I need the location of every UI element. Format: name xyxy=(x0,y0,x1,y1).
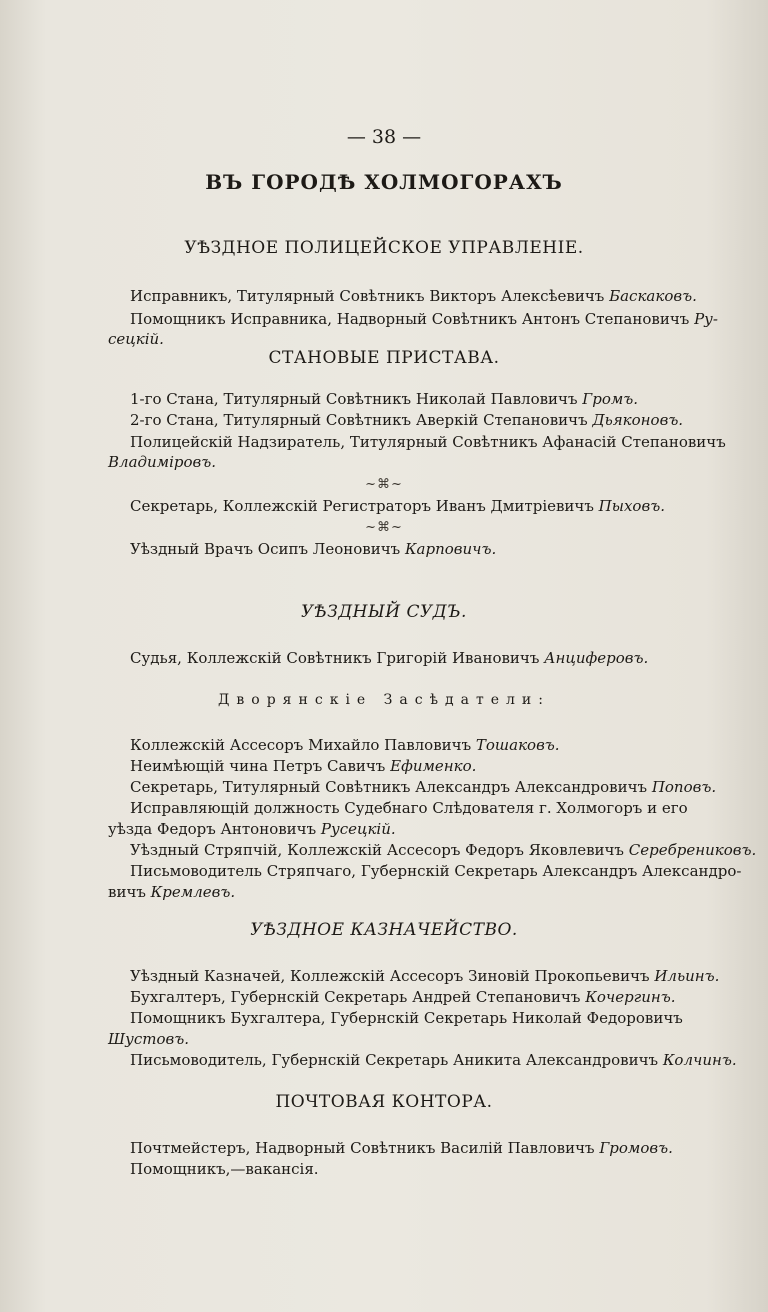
entry-stan-2: 2-го Стана, Титулярный Совѣтникъ Аверкiй Степановичъ Дьяконовъ. xyxy=(130,411,684,429)
entry-pomoshchnik-vakansiya: Помощникъ,—вакансiя. xyxy=(130,1160,319,1178)
entry-ispravnik: Исправникъ, Титулярный Совѣтникъ Викторъ Алексѣевичъ Баскаковъ. xyxy=(130,287,697,305)
section-heading-court: УѢЗДНЫЙ СУДЪ. xyxy=(301,602,467,622)
entry-sekretar: Секретарь, Коллежскiй Регистраторъ Иванъ Дмитрiевичъ Пыховъ. xyxy=(130,497,665,515)
entry-continuation: Владимiровъ. xyxy=(108,453,217,471)
entry-continuation: сецкiй. xyxy=(108,330,164,348)
entry-pomoshchnik-ispravnika: Помощникъ Исправника, Надворный Совѣтникъ Антонъ Степановичъ Ру- xyxy=(130,310,718,328)
entry-pochtmeyster: Почтмейстеръ, Надворный Совѣтникъ Василiй Павловичъ Громовъ. xyxy=(130,1139,673,1157)
entry-continuation: уѣзда Федоръ Антоновичъ Русецкiй. xyxy=(108,820,396,838)
ornament-divider: ~⌘~ xyxy=(365,520,403,535)
entry-stan-1: 1-го Стана, Титулярный Совѣтникъ Николай Павловичъ Громъ. xyxy=(130,390,639,408)
entry-nadziratel: Полицейскiй Надзиратель, Титулярный Совѣтникъ Афанасiй Степановичъ xyxy=(130,433,726,451)
page-title: ВЪ ГОРОДѢ ХОЛМОГОРАХЪ xyxy=(205,170,563,194)
entry-continuation: Шустовъ. xyxy=(108,1030,189,1048)
section-heading-post: ПОЧТОВАЯ КОНТОРА. xyxy=(275,1092,493,1112)
entry-assessor-2: Неимѣющiй чина Петръ Савичъ Ефименко. xyxy=(130,757,477,775)
section-heading-stanovye: СТАНОВЫЕ ПРИСТАВА. xyxy=(268,348,500,368)
entry-assessor-1: Коллежскiй Ассесоръ Михайло Павловичъ Тошаковъ. xyxy=(130,736,560,754)
entry-kaznachey: Уѣздный Казначей, Коллежскiй Ассесоръ Зиновiй Прокопьевичъ Ильинъ. xyxy=(130,967,720,985)
subheading-assessors: Дворянскiе Засѣдатели: xyxy=(218,692,550,708)
entry-stryapchiy: Уѣздный Стряпчiй, Коллежскiй Ассесоръ Федоръ Яковлевичъ Серебрениковъ. xyxy=(130,841,757,859)
entry-pismovoditel-stryapchago: Письмоводитель Стряпчаго, Губернскiй Секретарь Александръ Александро- xyxy=(130,862,742,880)
entry-continuation: вичъ Кремлевъ. xyxy=(108,883,236,901)
entry-pismovoditel: Письмоводитель, Губернскiй Секретарь Аникита Александровичъ Колчинъ. xyxy=(130,1051,737,1069)
page-number: — 38 — xyxy=(346,126,422,148)
entry-sledovatel: Исправляющiй должность Судебнаго Слѣдователя г. Холмогоръ и его xyxy=(130,799,688,817)
ornament-divider: ~⌘~ xyxy=(365,477,403,492)
section-heading-police: УѢЗДНОЕ ПОЛИЦЕЙСКОЕ УПРАВЛЕНIЕ. xyxy=(184,238,584,258)
entry-pomoshchnik-bukhgaltera: Помощникъ Бухгалтера, Губернскiй Секретарь Николай Федоровичъ xyxy=(130,1009,683,1027)
entry-vrach: Уѣздный Врачъ Осипъ Леоновичъ Карповичъ. xyxy=(130,540,497,558)
section-heading-treasury: УѢЗДНОЕ КАЗНАЧЕЙСТВО. xyxy=(250,920,518,940)
entry-sudya: Судья, Коллежскiй Совѣтникъ Григорiй Ивановичъ Анциферовъ. xyxy=(130,649,649,667)
entry-court-sekretar: Секретарь, Титулярный Совѣтникъ Александръ Александровичъ Поповъ. xyxy=(130,778,717,796)
entry-bukhgalter: Бухгалтеръ, Губернскiй Секретарь Андрей Степановичъ Кочергинъ. xyxy=(130,988,676,1006)
